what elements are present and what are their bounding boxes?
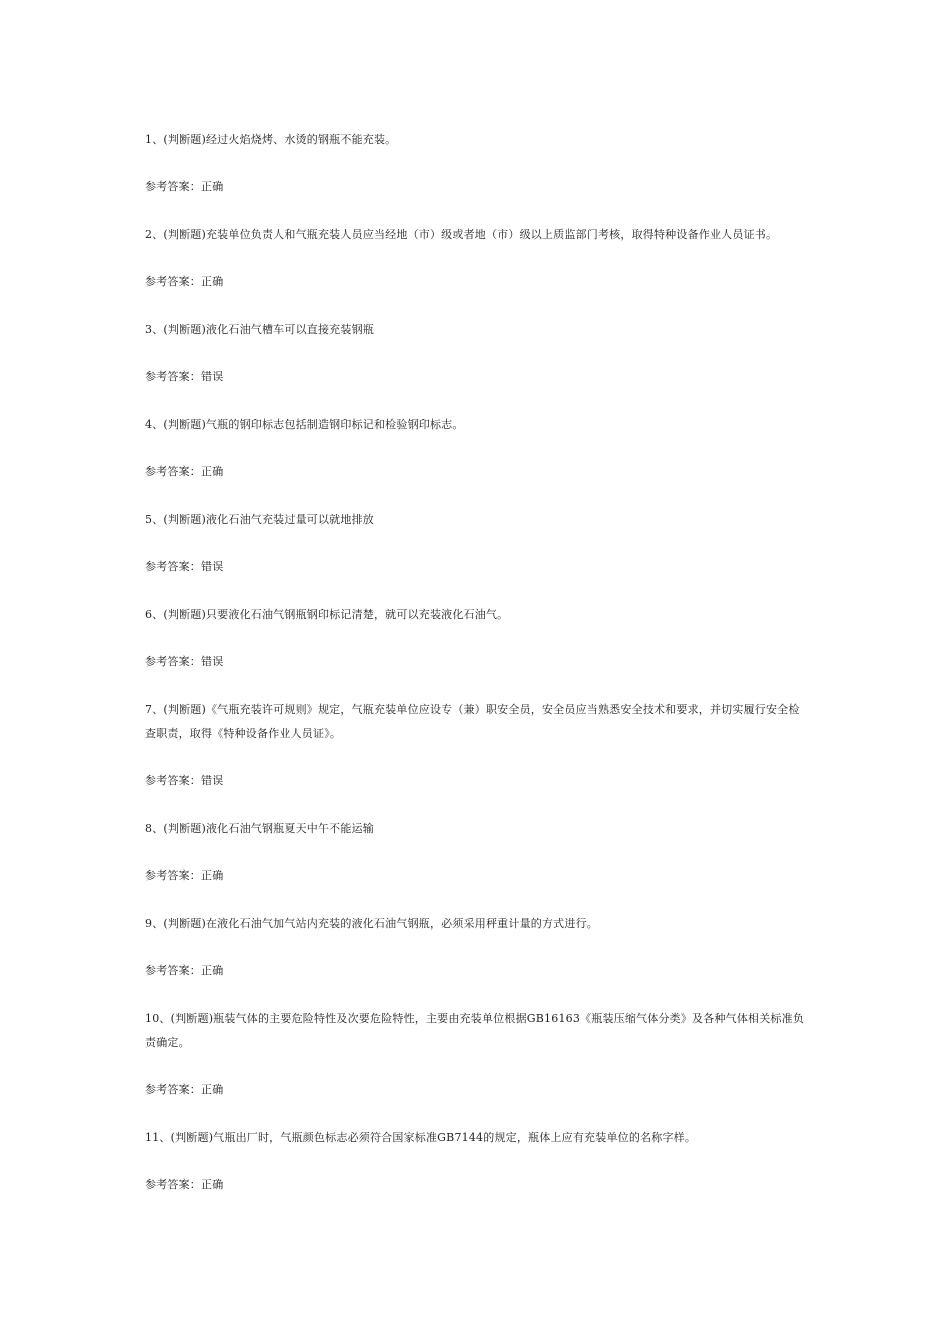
answer-text: 参考答案：正确 xyxy=(145,275,224,288)
answer-text: 参考答案：错误 xyxy=(145,774,224,787)
question-text: 6、(判断题)只要液化石油气钢瓶钢印标记清楚，就可以充装液化石油气。 xyxy=(145,608,509,621)
question-text: 7、(判断题)《气瓶充装许可规则》规定，气瓶充装单位应设专（兼）职安全员，安全员应当熟悉安全技术和要求，并切实履行安全检查职责，取得《特种设备作业人员证》。 xyxy=(145,703,800,740)
answer-text: 参考答案：错误 xyxy=(145,560,224,573)
question-item-6 xyxy=(145,603,810,674)
question-item-8 xyxy=(145,817,810,888)
answer-text: 参考答案：正确 xyxy=(145,869,224,882)
question-item-5 xyxy=(145,508,810,579)
question-text: 5、(判断题)液化石油气充装过量可以就地排放 xyxy=(145,513,374,526)
answer-text: 参考答案：正确 xyxy=(145,1178,224,1191)
answer-text: 参考答案：错误 xyxy=(145,370,224,383)
question-text: 1、(判断题)经过火焰烧烤、水烫的钢瓶不能充装。 xyxy=(145,133,397,146)
question-item-9 xyxy=(145,912,810,983)
question-item-7 xyxy=(145,698,810,793)
question-text: 8、(判断题)液化石油气钢瓶夏天中午不能运输 xyxy=(145,822,374,835)
question-text: 11、(判断题)气瓶出厂时，气瓶颜色标志必须符合国家标准GB7144的规定，瓶体上应有充装单位的名称字样。 xyxy=(145,1131,697,1144)
question-item-11 xyxy=(145,1126,810,1197)
question-text: 3、(判断题)液化石油气槽车可以直接充装钢瓶 xyxy=(145,323,374,336)
answer-text: 参考答案：错误 xyxy=(145,655,224,668)
question-text: 2、(判断题)充装单位负责人和气瓶充装人员应当经地（市）级或者地（市）级以上质监部门考核，取得特种设备作业人员证书。 xyxy=(145,228,778,241)
question-list xyxy=(145,128,810,1221)
question-item-1 xyxy=(145,128,810,199)
question-item-3 xyxy=(145,318,810,389)
answer-text: 参考答案：正确 xyxy=(145,964,224,977)
answer-text: 参考答案：正确 xyxy=(145,180,224,193)
answer-text: 参考答案：正确 xyxy=(145,465,224,478)
question-text: 10、(判断题)瓶装气体的主要危险特性及次要危险特性，主要由充装单位根据GB16163《瓶装压缩气体分类》及各种气体相关标准负责确定。 xyxy=(145,1012,805,1049)
answer-text: 参考答案：正确 xyxy=(145,1083,224,1096)
question-item-4 xyxy=(145,413,810,484)
question-text: 4、(判断题)气瓶的钢印标志包括制造钢印标记和检验钢印标志。 xyxy=(145,418,464,431)
question-text: 9、(判断题)在液化石油气加气站内充装的液化石油气钢瓶，必须采用秤重计量的方式进行。 xyxy=(145,917,598,930)
question-item-10 xyxy=(145,1007,810,1102)
question-item-2 xyxy=(145,223,810,294)
